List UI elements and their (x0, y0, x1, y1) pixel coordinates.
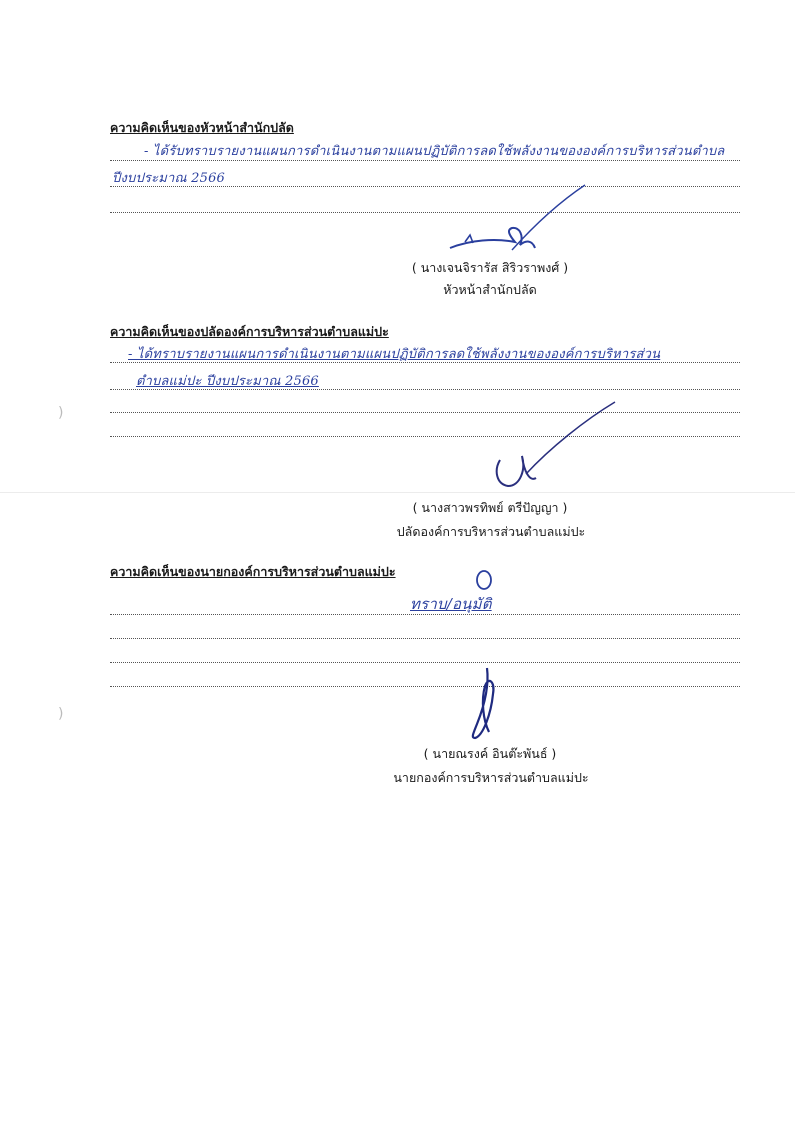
handwritten-comment-line: ปีงบประมาณ 2566 (112, 171, 226, 186)
section-heading-chief-office: ความคิดเห็นของหัวหน้าสำนักปลัด (110, 120, 294, 135)
handwritten-comment-line: - ได้ทราบรายงานแผนการดำเนินงานตามแผนปฏิบัติการลดใช้พลังงานขององค์การบริหารส่วน (128, 347, 661, 362)
comment-dotted-line (110, 436, 740, 437)
signatory-title: นายกองค์การบริหารส่วนตำบลแม่ปะ (393, 770, 589, 785)
scan-edge-mark: ) (58, 405, 64, 421)
handwritten-approval: ทราบ/อนุมัติ (410, 595, 492, 613)
signatory-name: ( นายณรงค์ อินต๊ะพันธ์ ) (423, 746, 557, 761)
signature-permanent-secretary (480, 398, 630, 494)
signature-mayor (455, 664, 515, 744)
comment-dotted-line (110, 686, 740, 687)
signatory-title: ปลัดองค์การบริหารส่วนตำบลแม่ปะ (396, 524, 586, 539)
approval-mark (470, 566, 500, 596)
section-heading-permanent-secretary: ความคิดเห็นของปลัดองค์การบริหารส่วนตำบลแม่ปะ (110, 324, 389, 339)
comment-dotted-line (110, 662, 740, 663)
handwritten-comment-line: - ได้รับทราบรายงานแผนการดำเนินงานตามแผนปฏิบัติการลดใช้พลังงานขององค์การบริหารส่วนตำบล (144, 144, 725, 159)
handwritten-comment-line: ตำบลแม่ปะ ปีงบประมาณ 2566 (136, 374, 319, 389)
comment-dotted-line (110, 638, 740, 639)
signatory-name: ( นางสาวพรทิพย์ ตรีปัญญา ) (412, 500, 568, 515)
comment-dotted-line (110, 412, 740, 413)
signatory-title: หัวหน้าสำนักปลัด (443, 282, 537, 297)
section-heading-mayor: ความคิดเห็นของนายกองค์การบริหารส่วนตำบลแม่ปะ (110, 564, 396, 579)
comment-dotted-line (110, 212, 740, 213)
signatory-name: ( นางเจนจิรารัส สิริวราพงศ์ ) (411, 260, 569, 275)
scan-edge-mark: ) (58, 706, 64, 722)
page-fold-line (0, 492, 795, 493)
